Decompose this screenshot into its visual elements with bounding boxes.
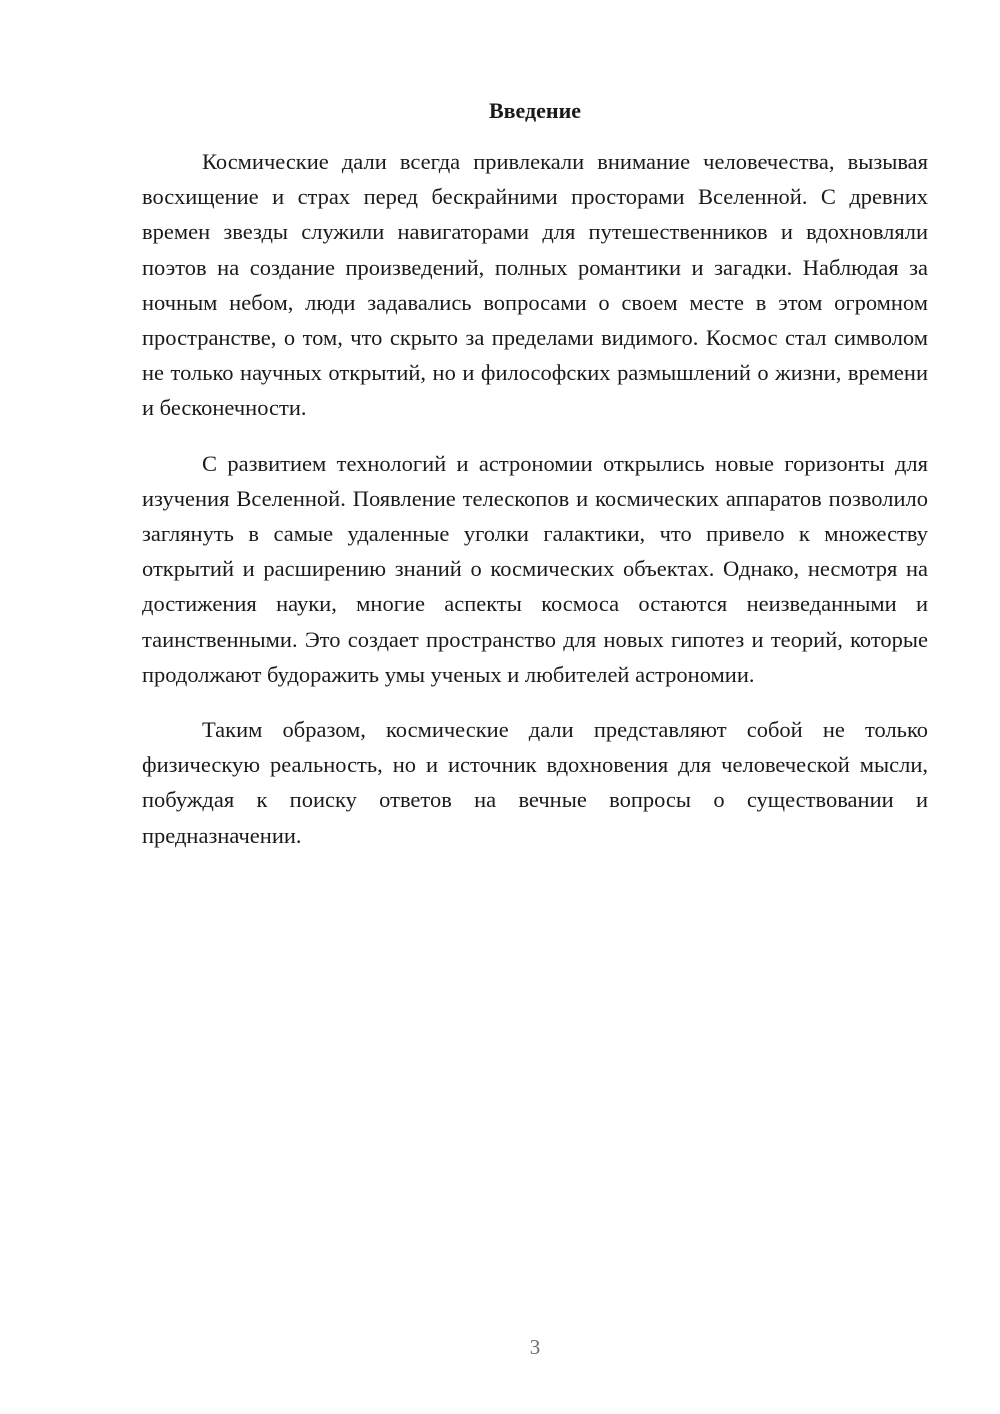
page-number: 3 bbox=[529, 1335, 541, 1359]
paragraph-2: С развитием технологий и астрономии открылись новые горизонты для изучения Вселенной. Появление телескопов и космических аппаратов позволило заглянуть в самые удаленные уголки галактики, что привело к множеству открытий и расширению знаний о космических объектах. Однако, несмотря на достижения науки, многие аспекты космоса остаются неизведанными и таинственными. Это создает пространство для новых гипотез и теорий, которые продолжают будоражить умы ученых и любителей астрономии. bbox=[142, 450, 928, 687]
paragraph-3: Таким образом, космические дали представляют собой не только физическую реальность, но и источник вдохновения для человеческой мысли, побуждая к поиску ответов на вечные вопросы о существовании и предназначении. bbox=[142, 717, 928, 848]
paragraph-1: Космические дали всегда привлекали внимание человечества, вызывая восхищение и страх перед бескрайними просторами Вселенной. С древних времен звезды служили навигаторами для путешественников и вдохновляли поэтов на создание произведений, полных романтики и загадки. Наблюдая за ночным небом, люди задавались вопросами о своем месте в этом огромном пространстве, о том, что скрыто за пределами видимого. Космос стал символом не только научных открытий, но и философских размышлений о жизни, времени и бесконечности. bbox=[142, 149, 928, 421]
body-text bbox=[142, 144, 928, 873]
section-heading: Введение bbox=[488, 98, 582, 123]
